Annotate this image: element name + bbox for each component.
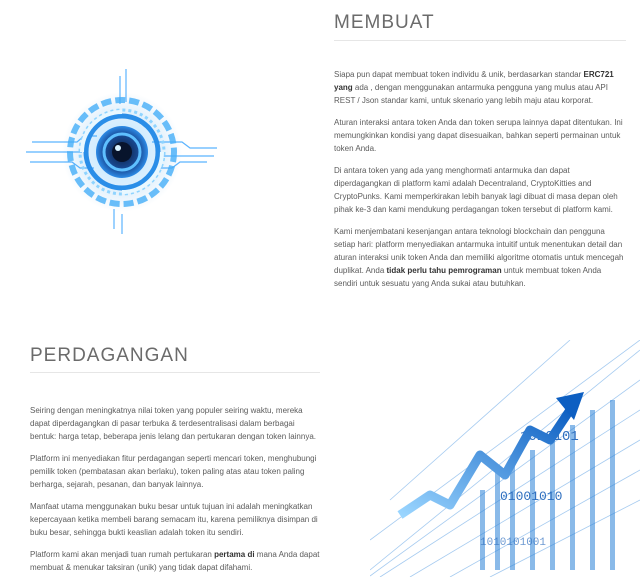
- perdagangan-body: [30, 404, 322, 583]
- perdagangan-paragraph-4: Platform kami akan menjadi tuan rumah pertukaran pertama di mana Anda dapat membuat & menukar taksiran (unik) yang tidak dapat difahami.: [30, 550, 320, 572]
- membuat-paragraph-3: Di antara token yang ada yang menghormati antarmuka dan dapat diperdagangkan di platform kami adalah Decentraland, CryptoKitties and CryptoPunks. Kami memperkirakan lebih banyak lagi dibuat di masa depan oleh pihak ke-3 dan kami mendukung perdagangan token tersebut di platform kami.: [334, 166, 618, 214]
- binary-text-3: 1010101001: [480, 537, 547, 549]
- perdagangan-paragraph-1: Seiring dengan meningkatnya nilai token yang populer seiring waktu, mereka dapat diperdagangkan di pasar terbuka & terdesentralisasi dalam berbagai bentuk: harga tetap, beberapa jenis lelang dan pertukaran dengan token lainnya.: [30, 406, 316, 441]
- membuat-divider: [334, 40, 626, 41]
- membuat-title: MEMBUAT: [334, 12, 435, 33]
- binary-text-1: 1010101: [520, 429, 579, 445]
- perdagangan-divider: [30, 372, 320, 373]
- membuat-paragraph-4: Kami menjembatani kesenjangan antara teknologi blockchain dan pengguna setiap hari: platform menyediakan antarmuka intuitif untuk menentukan detail dan aturan interaksi unik token Anda dan memiliki algoritme otomatis untuk mencegah duplikat. Anda tidak perlu tahu pemrograman untuk membuat token Anda sendiri untuk sesuatu yang Anda sukai atau butuhkan.: [334, 227, 624, 288]
- binary-text-2: 01001010: [500, 489, 563, 504]
- perdagangan-title: PERDAGANGAN: [30, 345, 189, 366]
- perdagangan-paragraph-2: Platform ini menyediakan fitur perdagangan seperti mencari token, menghubungi pemilik token (pembatasan akan berlaku), token paling atas atau token paling berharga, sejarah, pesanan, dan banyak lainnya.: [30, 454, 317, 489]
- perdagangan-paragraph-3: Manfaat utama menggunakan buku besar untuk tujuan ini adalah meningkatkan kepercayaan ketika membeli barang semacam itu, karena pemiliknya disimpan di buku besar, sehingga bukti keaslian adalah token itu sendiri.: [30, 502, 318, 537]
- membuat-paragraph-2: Aturan interaksi antara token Anda dan token serupa lainnya dapat ditentukan. Ini memungkinkan kondisi yang dapat disesuaikan, bahkan seperti permainan untuk token Anda.: [334, 118, 623, 153]
- membuat-paragraph-1: Siapa pun dapat membuat token individu & unik, berdasarkan standar ERC721 yang ada , dengan menggunakan antarmuka pengguna yang mulus atau API REST / Json standar kami, untuk skenario yang lebih maju atau korporat.: [334, 70, 614, 105]
- membuat-body: [334, 68, 626, 299]
